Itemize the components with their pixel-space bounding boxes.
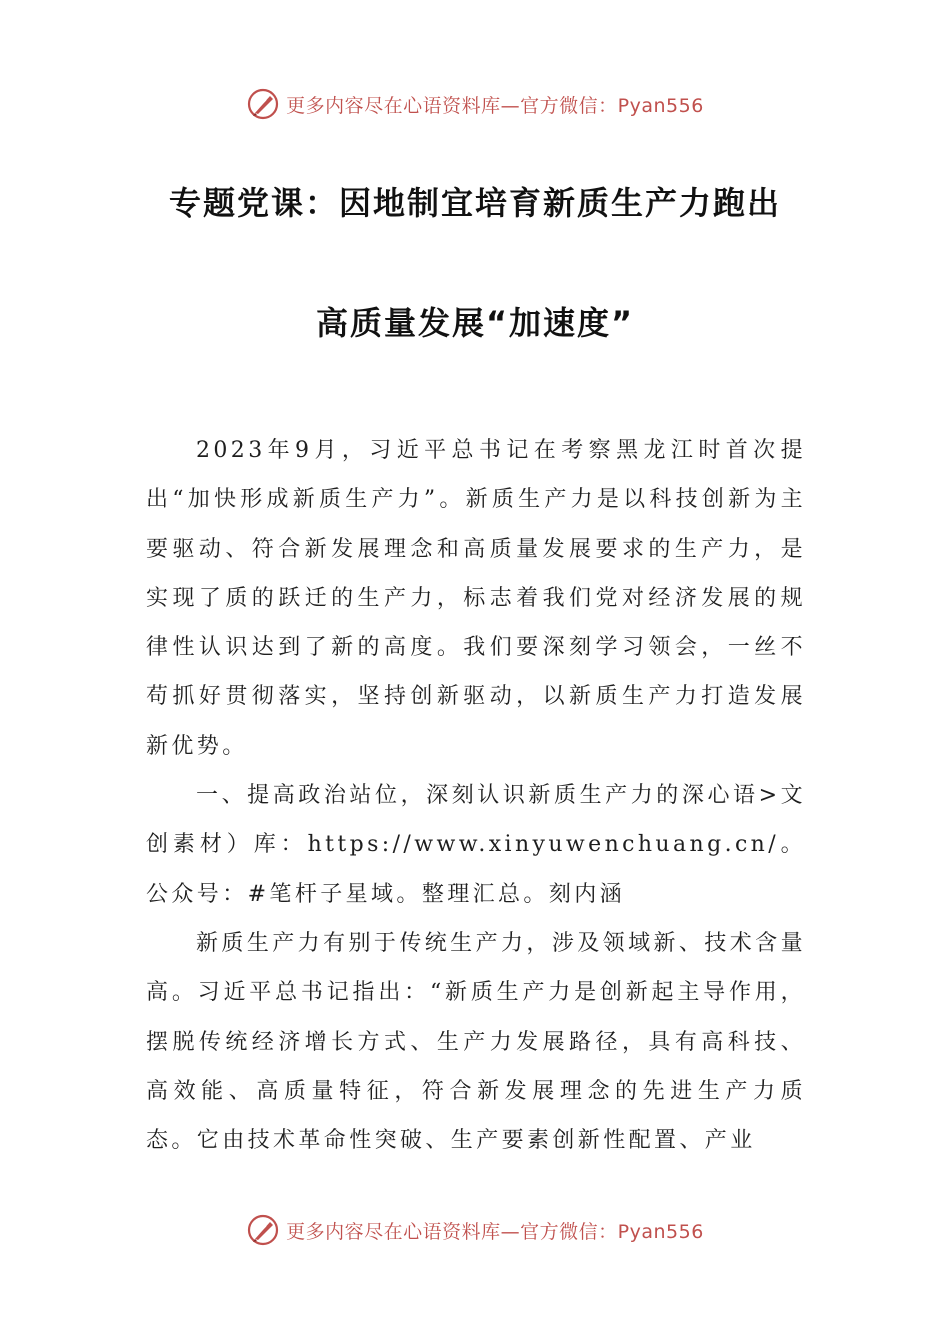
watermark-text: 更多内容尽在心语资料库—官方微信：Pyan556 [286, 1220, 704, 1243]
quill-pen-circle-icon [246, 87, 280, 121]
paragraph-2: 一、提高政治站位，深刻认识新质生产力的深心语>文创素材）库：https://www.xinyuwenchuang.cn/。公众号：#笔杆子星域。整理汇总。刻内涵 [146, 783, 806, 907]
document-title-line-2: 高质量发展“加速度” [315, 304, 635, 342]
footer-watermark [0, 1210, 950, 1250]
header-watermark [0, 84, 950, 124]
paragraph-3: 新质生产力有别于传统生产力，涉及领域新、技术含量高。习近平总书记指出：“新质生产力是创新起主导作用，摆脱传统经济增长方式、生产力发展路径，具有高科技、高效能、高质量特征，符合新发展理念的先进生产力质态。它由技术革命性突破、生产要素创新性配置、产业 [146, 930, 806, 1154]
paragraph-1: 2023年9月，习近平总书记在考察黑龙江时首次提出“加快形成新质生产力”。新质生产力是以科技创新为主要驱动、符合新发展理念和高质量发展要求的生产力，是实现了质的跃迁的生产力，标志着我们党对经济发展的规律性认识达到了新的高度。我们要深刻学习领会，一丝不苟抓好贯彻落实，坚持创新驱动，以新质生产力打造发展新优势。 [146, 438, 806, 759]
document-title-line-1: 专题党课：因地制宜培育新质生产力跑出 [168, 184, 781, 222]
document-body [146, 426, 806, 1165]
watermark-text: 更多内容尽在心语资料库—官方微信：Pyan556 [286, 94, 704, 117]
quill-pen-circle-icon [246, 1213, 280, 1247]
